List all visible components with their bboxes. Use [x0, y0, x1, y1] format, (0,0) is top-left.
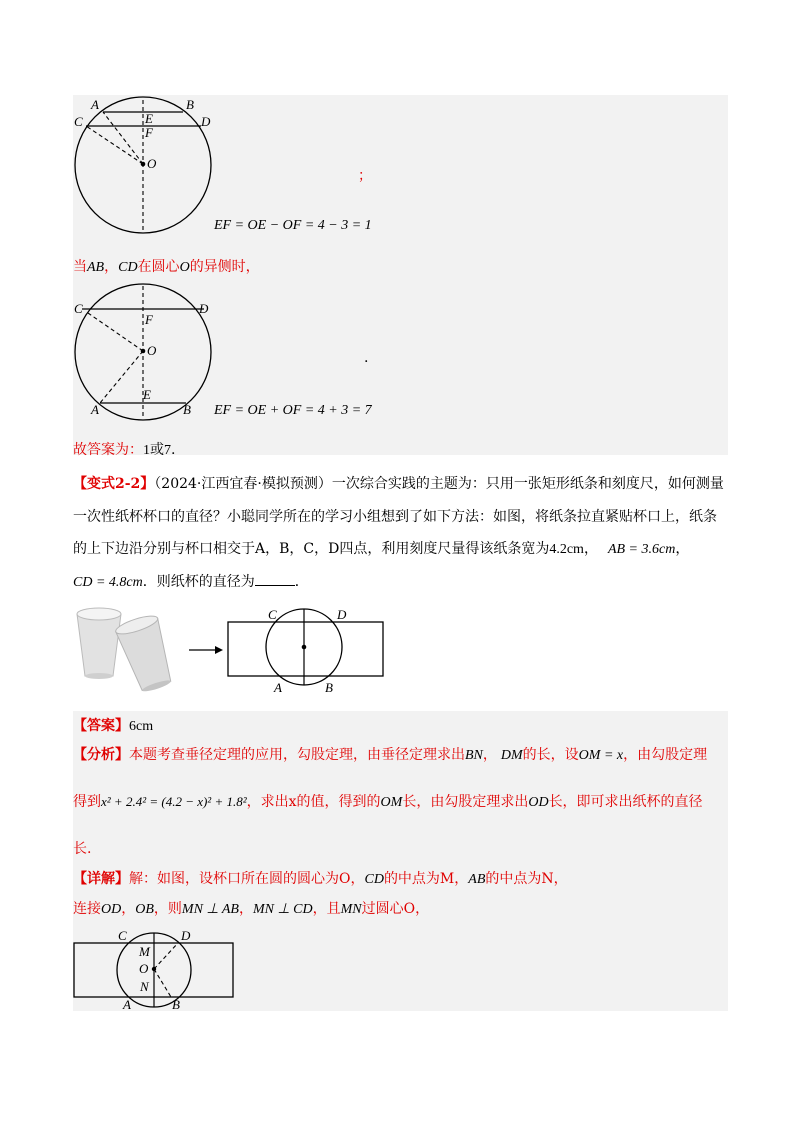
fig3-label-a: A: [274, 680, 282, 695]
problem-line-1: 【变式2-2】（2024·江西宜春·模拟预测）一次综合实践的主题为：只用一张矩形纸条和刻度尺，如何测量: [73, 476, 724, 492]
fig3-label-c: C: [268, 607, 277, 622]
analysis-line-2: 得到x² + 2.4² = (4.2 − x)² + 1.8²，求出x的值，得到的OM长，由勾股定理求出OD长，即可求出纸杯的直径: [73, 794, 703, 810]
answer-line: 【答案】6cm: [73, 718, 154, 734]
figure-detail: [73, 925, 235, 1011]
fig4-label-o: O: [139, 961, 149, 976]
fig1-label-e: E: [145, 111, 153, 126]
problem-line-2: 一次性纸杯杯口的直径？小聪同学所在的学习小组想到了如下方法：如图，将纸条拉直紧贴杯口上，纸条: [73, 509, 717, 525]
answer-blank[interactable]: [255, 573, 295, 586]
detail-line-1: 【详解】解：如图，设杯口所在圆的圆心为O，CD的中点为M，AB的中点为N，: [73, 871, 568, 887]
fig3-label-d: D: [337, 607, 347, 622]
dot-mark: .: [364, 350, 369, 366]
fig3-label-b: B: [325, 680, 333, 695]
fig4-label-d: D: [181, 928, 191, 943]
fig1-label-f: F: [145, 125, 153, 140]
figure-cups: [73, 602, 393, 702]
detail-line-2: 连接OD，OB，则MN ⊥ AB，MN ⊥ CD，且MN过圆心O，: [73, 901, 430, 917]
fig2-label-d: D: [199, 301, 209, 316]
fig1-label-c: C: [74, 114, 83, 129]
opposite-side-line: 当AB，CD在圆心O的异侧时，: [73, 259, 260, 275]
figure-same-side: [73, 95, 213, 235]
semicolon: ；: [358, 168, 372, 184]
fig4-label-c: C: [118, 928, 127, 943]
fig4-label-m: M: [139, 944, 150, 959]
fig2-label-f: F: [145, 312, 153, 327]
fig4-label-n: N: [140, 979, 149, 994]
fig2-label-a: A: [91, 402, 99, 417]
analysis-line-3: 长.: [73, 841, 92, 857]
fig1-label-b: B: [186, 97, 194, 112]
problem-line-3: 的上下边沿分别与杯口相交于A，B，C，D四点，利用刻度尺量得该纸条宽为4.2cm， AB = 3.6cm，: [73, 541, 690, 557]
figure-opposite-side: [73, 282, 213, 422]
answer-line-top: 故答案为：1或7.: [73, 442, 176, 458]
fig2-label-b: B: [183, 402, 191, 417]
fig2-label-e: E: [143, 387, 151, 402]
fig1-label-o: O: [147, 156, 157, 171]
fig1-label-d: D: [201, 114, 211, 129]
equation-ef-2: EF = OE + OF = 4 + 3 = 7: [214, 403, 372, 418]
problem-line-4: CD = 4.8cm．则纸杯的直径为 ．: [73, 574, 309, 590]
fig2-label-c: C: [74, 301, 83, 316]
equation-ef-1: EF = OE − OF = 4 − 3 = 1: [214, 218, 372, 233]
fig4-label-a: A: [123, 997, 131, 1011]
fig1-label-a: A: [91, 97, 99, 112]
fig2-label-o: O: [147, 343, 157, 358]
analysis-line-1: 【分析】本题考查垂径定理的应用，勾股定理，由垂径定理求出BN， DM的长，设OM = x，由勾股定理: [73, 747, 708, 763]
fig4-label-b: B: [172, 997, 180, 1011]
